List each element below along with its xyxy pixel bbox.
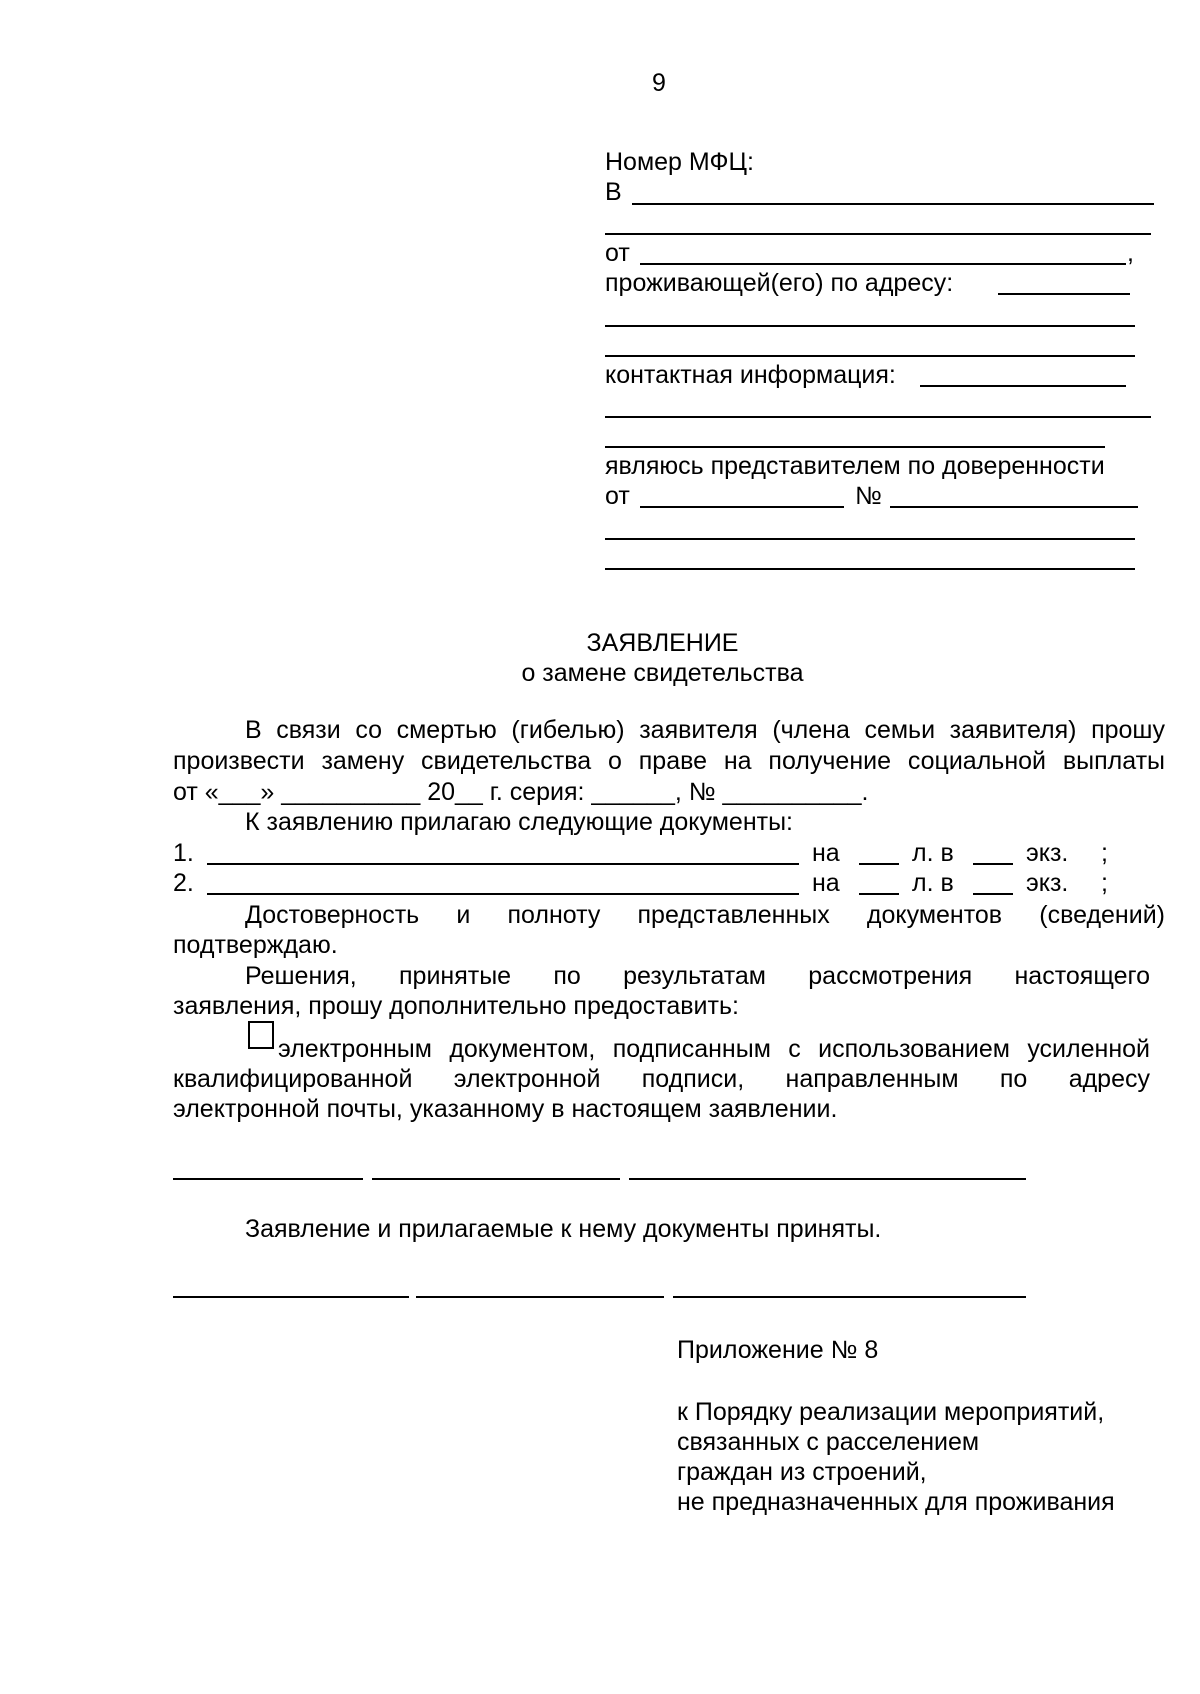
appendix-line-4: не предназначенных для проживания [677, 1488, 1115, 1516]
contact-field-line-3[interactable] [605, 446, 1105, 448]
confirmation-line-1: Достоверность и полноту представленных документов (сведений) [245, 901, 1165, 929]
attachment-sheets-field[interactable] [859, 863, 899, 865]
poa-number-field-line[interactable] [890, 506, 1138, 508]
attachment-na-label: на [812, 869, 840, 897]
attachment-name-field[interactable] [207, 863, 799, 865]
from-field-line[interactable] [640, 263, 1126, 265]
appendix-line-3: граждан из строений, [677, 1458, 927, 1486]
poa-field-line-3[interactable] [605, 568, 1135, 570]
appendix-line-1: к Порядку реализации мероприятий, [677, 1398, 1105, 1426]
electronic-document-checkbox[interactable] [248, 1021, 274, 1049]
poa-from-label: от [605, 482, 630, 510]
attachment-row-end: ; [1101, 869, 1108, 897]
to-field-line-1[interactable] [632, 203, 1154, 205]
attachment-copies-label: экз. [1026, 839, 1069, 867]
attachment-sheets-label: л. в [912, 839, 954, 867]
signature-name-line[interactable] [629, 1178, 1026, 1180]
attachments-intro: К заявлению прилагаю следующие документы: [245, 808, 793, 836]
contact-field-line-1[interactable] [920, 385, 1126, 387]
confirmation-line-2: подтверждаю. [173, 931, 338, 959]
address-field-line-1[interactable] [998, 293, 1130, 295]
address-field-line-3[interactable] [605, 355, 1135, 357]
attachment-number: 1. [173, 839, 194, 867]
acceptance-name-line[interactable] [673, 1296, 1026, 1298]
document-title: ЗАЯВЛЕНИЕ [586, 629, 739, 657]
page-number: 9 [652, 69, 666, 97]
body-paragraph-1-line-1: В связи со смертью (гибелью) заявителя (члена семьи заявителя) прошу [245, 716, 1165, 744]
decisions-line-2: заявления, прошу дополнительно предоставить: [173, 992, 739, 1020]
accepted-statement: Заявление и прилагаемые к нему документы приняты. [245, 1215, 882, 1243]
body-paragraph-1-line-2: произвести замену свидетельства о праве на получение социальной выплаты [173, 747, 1165, 775]
option-line-2: квалифицированной электронной подписи, направленным по адресу [173, 1065, 1150, 1093]
signature-date-line[interactable] [173, 1178, 363, 1180]
attachment-copies-field[interactable] [973, 893, 1013, 895]
option-line-1: электронным документом, подписанным с использованием усиленной [278, 1035, 1150, 1063]
attachment-sheets-label: л. в [912, 869, 954, 897]
attachment-copies-label: экз. [1026, 869, 1069, 897]
poa-date-field-line[interactable] [640, 506, 844, 508]
contact-field-line-2[interactable] [605, 416, 1151, 418]
appendix-title: Приложение № 8 [677, 1336, 879, 1364]
from-suffix: , [1127, 239, 1134, 267]
document-subtitle: о замене свидетельства [521, 659, 804, 687]
attachment-copies-field[interactable] [973, 863, 1013, 865]
acceptance-signature-line[interactable] [416, 1296, 664, 1298]
attachment-number: 2. [173, 869, 194, 897]
from-prefix: от [605, 239, 630, 267]
poa-number-label: № [855, 482, 882, 510]
acceptance-date-line[interactable] [173, 1296, 409, 1298]
to-prefix: В [605, 178, 622, 206]
address-label: проживающей(его) по адресу: [605, 269, 954, 297]
body-paragraph-1-line-3: от «___» __________ 20__ г. серия: ______, № __________. [173, 778, 869, 806]
to-field-line-2[interactable] [605, 233, 1151, 235]
contact-label: контактная информация: [605, 361, 896, 389]
attachment-sheets-field[interactable] [859, 893, 899, 895]
attachment-row-end: ; [1101, 839, 1108, 867]
option-line-3: электронной почты, указанному в настоящем заявлении. [173, 1095, 838, 1123]
poa-field-line-2[interactable] [605, 538, 1135, 540]
signature-line[interactable] [372, 1178, 620, 1180]
representative-label: являюсь представителем по доверенности [605, 452, 1105, 480]
address-field-line-2[interactable] [605, 325, 1135, 327]
attachment-na-label: на [812, 839, 840, 867]
appendix-line-2: связанных с расселением [677, 1428, 980, 1456]
mfc-number-label: Номер МФЦ: [605, 148, 754, 176]
attachment-name-field[interactable] [207, 893, 799, 895]
decisions-line-1: Решения, принятые по результатам рассмотрения настоящего [245, 962, 1150, 990]
